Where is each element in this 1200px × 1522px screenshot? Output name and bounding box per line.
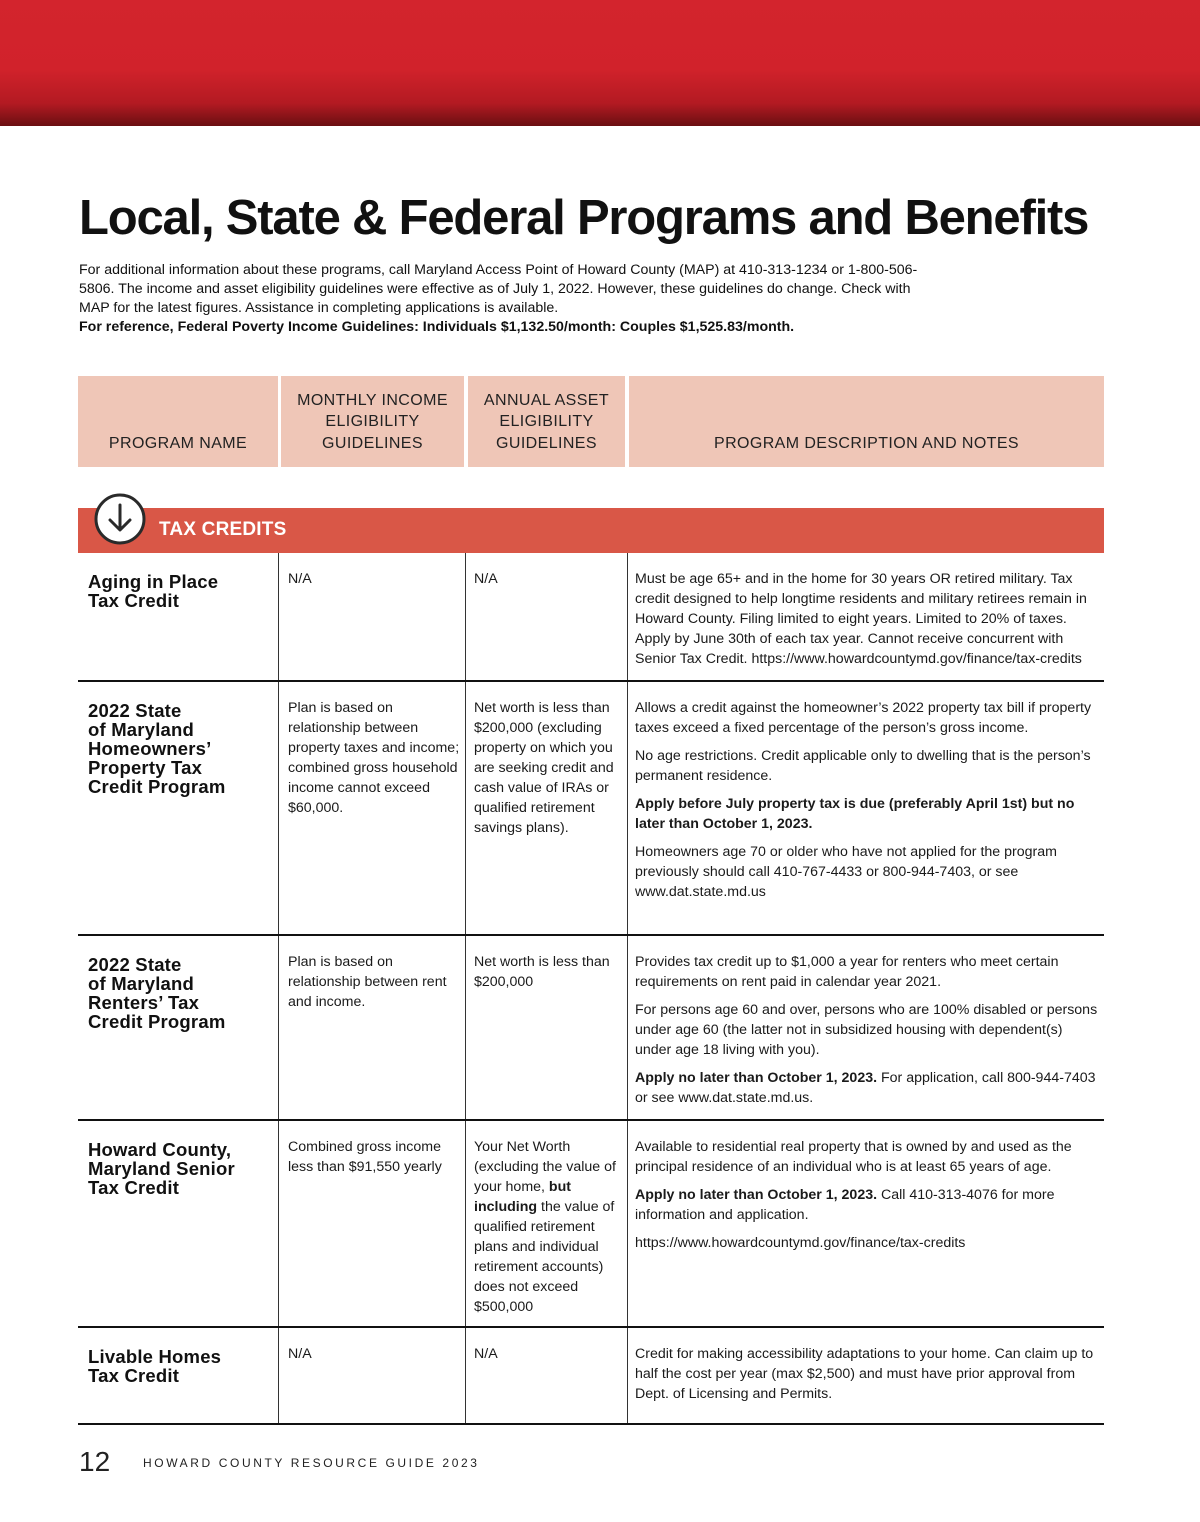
intro-paragraph: For additional information about these programs, call Maryland Access Point of Howard County (MAP) at 410-313-1234 or 1-800-506-5806. The income and asset eligibility guidelines were effective as of July 1, 2022. However, these guidelines do change. Check with MAP for the latest figures. Assistance in completing applications is available.: [79, 262, 918, 316]
page-number: 12: [79, 1446, 111, 1477]
header-annual-asset: ANNUAL ASSET ELIGIBILITY GUIDELINES: [468, 376, 625, 467]
income-guideline: Plan is based on relationship between rent and income.: [288, 954, 447, 1010]
table-row: [78, 1121, 1104, 1328]
income-guideline: N/A: [288, 571, 312, 587]
table-row: [78, 936, 1104, 1121]
asset-guideline: Net worth is less than $200,000: [474, 954, 610, 990]
table-row: [78, 1328, 1104, 1425]
asset-guideline: N/A: [474, 571, 498, 587]
intro-text: [79, 261, 939, 337]
asset-guideline: N/A: [474, 1346, 498, 1362]
page-title: Local, State & Federal Programs and Benefits: [79, 191, 1089, 245]
program-description: Credit for making accessibility adaptations to your home. Can claim up to half the cost per year (max $2,500) and must have prior approval from Dept. of Licensing and Permits.: [635, 1346, 1094, 1402]
header-program-name: PROGRAM NAME: [78, 376, 278, 467]
header-description: PROGRAM DESCRIPTION AND NOTES: [629, 376, 1104, 467]
section-label: TAX CREDITS: [159, 519, 287, 540]
income-guideline: Plan is based on relationship between property taxes and income; combined gross household income cannot exceed $60,000.: [288, 700, 460, 816]
header-monthly-income: MONTHLY INCOME ELIGIBILITY GUIDELINES: [281, 376, 464, 467]
program-description: Provides tax credit up to $1,000 a year for renters who meet certain requirements on rent paid in calendar year 2021. For persons age 60 and over, persons who are 100% disabled or persons under age 60 (the latter not in subsidized housing with dependent(s) under age 18 living with you). Apply no later than October 1, 2023. For application, call 800-944-7403 or see www.dat.state.md.us.: [635, 954, 1098, 1106]
program-description: Available to residential real property that is owned by and used as the principal residence of an individual who is at least 65 years of age. Apply no later than October 1, 2023. Call 410-313-4076 for more information and application. https://www.howardcountymd.gov/finance/tax-credits: [635, 1139, 1072, 1251]
footer-guide-title: HOWARD COUNTY RESOURCE GUIDE 2023: [143, 1456, 480, 1470]
program-name: 2022 State of Maryland Renters’ Tax Credit Program: [88, 954, 226, 1032]
income-guideline: Combined gross income less than $91,550 yearly: [288, 1139, 442, 1175]
asset-guideline: Your Net Worth (excluding the value of your home, but including the value of qualified retirement plans and individual retirement accounts) does not exceed $500,000: [474, 1139, 616, 1315]
table-row: [78, 553, 1104, 682]
program-name: Livable Homes Tax Credit: [88, 1346, 222, 1386]
income-guideline: N/A: [288, 1346, 312, 1362]
asset-guideline: Net worth is less than $200,000 (excluding property on which you are seeking credit and cash value of IRAs or qualified retirement savings plans).: [474, 700, 614, 836]
poverty-guidelines: For reference, Federal Poverty Income Guidelines: Individuals $1,132.50/month: Couples $1,525.83/month.: [79, 319, 795, 335]
program-name: 2022 State of Maryland Homeowners’ Property Tax Credit Program: [88, 700, 226, 797]
program-name: Howard County, Maryland Senior Tax Credit: [88, 1139, 235, 1198]
arrow-down-circle-icon: [93, 492, 147, 546]
table-row: [78, 682, 1104, 936]
program-description: Allows a credit against the homeowner’s 2022 property tax bill if property taxes exceed a fixed percentage of the person’s gross income. No age restrictions. Credit applicable only to dwelling that is the person’s permanent residence. Apply before July property tax is due (preferably April 1st) but no later than October 1, 2023. Homeowners age 70 or older who have not applied for the program previously should call 410-767-4433 or 800-944-7403, or see www.dat.state.md.us: [635, 700, 1092, 900]
top-banner: [0, 0, 1200, 126]
program-name: Aging in Place Tax Credit: [88, 571, 219, 611]
program-description: Must be age 65+ and in the home for 30 years OR retired military. Tax credit designed to help longtime residents and military retirees remain in Howard County. Filing limited to eight years. Limited to 20% of taxes. Apply by June 30th of each tax year. Cannot receive concurrent with Senior Tax Credit. https://www.howardcountymd.gov/finance/tax-credits: [635, 571, 1087, 667]
